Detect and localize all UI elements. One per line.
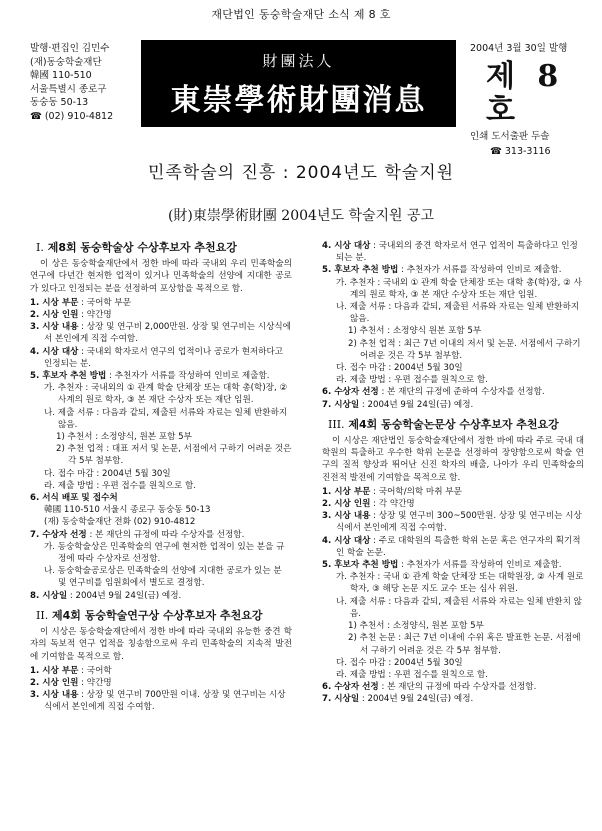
- list-item: 3. 시상 내용 : 상장 및 연구비 2,000만원. 상장 및 연구비는 시상식에서 본인에게 직접 수여함.: [30, 322, 291, 345]
- section-intro: 이 시상은 재단법인 동숭학술재단에서 정한 바에 따라 주로 국내 대학원의 특출하고 우수한 학위 논문을 선정하여 장양함으로써 학술 연구의 질적 향상과 뛰어난 신진 학자의 배출, 나아가 우리 민족학술의 진전적 발전에 기여함을 목적으로 함.: [322, 436, 584, 483]
- publisher-line: (재)동숭학술재단: [30, 56, 102, 68]
- sub-sub-item: 2) 추천 논문 : 최근 7년 이내에 수위 혹은 발표한 논문. 서점에서 구하기 어려운 것은 각 5부 첨부함.: [348, 633, 581, 656]
- sub-item: 나. 제출 서류 : 다음과 같되, 제출된 서류와 자료는 일체 반환하지 않음.: [336, 302, 580, 325]
- list-item: 7. 수상자 선정 : 본 재단의 규정에 따라 수상자를 선정함.: [30, 529, 245, 540]
- list-item: 4. 시상 대상 : 주로 대학원의 특출한 학위 논문 혹은 연구자의 획기적인 학술 논문.: [322, 535, 581, 558]
- issue-info: [470, 42, 602, 158]
- list-item: 5. 후보자 추천 방법 : 추천자가 서류를 작성하여 인비로 제출함.: [322, 560, 562, 571]
- list-item: 3. 시상 내용 : 상장 및 연구비 700만원 이내. 상장 및 연구비는 시상식에서 본인에게 직접 수여함.: [30, 690, 286, 713]
- publisher-line: 서울특별시 종로구: [30, 83, 107, 95]
- list-item: 6. 수상자 선정 : 본 재단의 규정에 따라 수상자를 선정함.: [322, 682, 537, 693]
- page-headline: 민족학술의 진흥 : 2004년도 학술지원: [147, 163, 455, 183]
- list-item: 2. 시상 인원 : 각 약간명: [322, 499, 415, 510]
- section-title: 제4회 동숭학술논문상 수상후보자 추천요강: [348, 417, 559, 431]
- sub-sub-item: 2) 추천 업적 : 최근 7년 이내의 저서 및 논문. 서점에서 구하기 어려운 것은 각 5부 첨부함.: [348, 338, 581, 361]
- section-heading: [36, 242, 292, 254]
- section-title: 제4회 동숭학술연구상 수상후보자 추천요강: [52, 608, 263, 622]
- list-item: 4. 시상 대상 : 국내외 학자로서 연구의 업적이나 공로가 현저하다고 인정되는 분.: [30, 346, 284, 369]
- sub-sub-item: 1) 추천서 : 소정양식, 원본 포함 5부: [56, 432, 192, 443]
- list-item: 5. 후보자 추천 방법 : 추천자가 서류를 작성하여 인비로 제출함.: [322, 265, 562, 276]
- page-subheadline: (財)東崇學術財團 2004년도 학술지원 공고: [167, 208, 435, 224]
- sub-sub-item: 1) 추천서 : 소정양식, 원본 포함 5부: [348, 621, 484, 632]
- publisher-line: ☎ (02) 910-4812: [30, 110, 114, 122]
- sub-sub-item: 1) 추천서 : 소정양식 원본 포함 5부: [348, 326, 482, 337]
- printer-info: 인쇄 도서출판 두솔: [470, 131, 550, 142]
- section-intro: 이 상은 동숭학술재단에서 정한 바에 따라 국내외 우리 민족학술의 연구에 다년간 현저한 업적이 있거나 민족학술의 선양에 지대한 공로가 있다고 인정되는 분을 선정하여 포상함을 목적으로 함.: [30, 259, 292, 294]
- masthead-subtitle: 財團法人: [262, 52, 335, 70]
- list-item: 1. 시상 부문 : 국어학 부문: [30, 297, 132, 308]
- address-line: (재) 동숭학술재단 전화 (02) 910-4812: [44, 517, 196, 528]
- section-heading: [328, 419, 584, 431]
- address-line: 韓國 110-510 서울시 종로구 동숭동 50-13: [44, 505, 211, 516]
- publish-date: 2004년 3월 30일 발행: [470, 43, 568, 54]
- list-item: 3. 시상 내용 : 상장 및 연구비 300~500만원. 상장 및 연구비는 시상식에서 본인에게 직접 수여함.: [322, 511, 582, 534]
- sub-item: 가. 추천자 : 국내외의 ① 관계 학술 단체장 또는 대학 총(학)장, ② 사계의 원로 학자, ③ 본 재단 수상자 또는 재단 임원.: [44, 383, 288, 406]
- masthead: [141, 40, 456, 127]
- printer-phone: ☎ 313-3116: [490, 146, 551, 157]
- list-item: 6. 서식 배포 및 접수처: [30, 493, 118, 504]
- publisher-info: [30, 42, 113, 123]
- sub-item: 나. 동숭학술공로상은 민족학술의 선양에 지대한 공로가 있는 분 및 연구비를 임원회에서 별도로 결정함.: [44, 566, 282, 589]
- section-number: III.: [328, 417, 345, 431]
- sub-item: 가. 추천자 : 국내외 ① 관계 학술 단체장 또는 대학 총(학)장, ② 사계의 원로 학자, ③ 본 재단 수상자 또는 재단 임원.: [336, 277, 582, 300]
- sub-item: 나. 제출 서류 : 다음과 같되, 제출된 서류와 자료는 일체 반환치 않음.: [336, 596, 582, 619]
- masthead-title: 東崇學術財團消息: [170, 83, 427, 118]
- section-number: II.: [36, 608, 49, 622]
- list-item: 7. 시상일 : 2004년 9월 24일(금) 예정.: [322, 694, 474, 705]
- list-item: 2. 시상 인원 : 약간명: [30, 677, 112, 688]
- list-item: 1. 시상 부문 : 국어학/의학 마취 부문: [322, 486, 462, 497]
- right-column: [322, 240, 584, 706]
- list-item: 1. 시상 부문 : 국어학: [30, 665, 112, 676]
- publisher-line: 韓國 110-510: [30, 70, 92, 81]
- list-item: 7. 시상일 : 2004년 9월 24일(금) 예정.: [322, 399, 474, 410]
- sub-item: 라. 제출 방법 : 우편 접수를 원칙으로 함.: [44, 480, 197, 491]
- section-number: I.: [36, 241, 44, 254]
- sub-item: 다. 접수 마감 : 2004년 5월 30일: [44, 468, 171, 479]
- list-item: 2. 시상 인원 : 약간명: [30, 310, 112, 321]
- section-title: 제8회 동숭학술상 수상후보자 추천요강: [47, 241, 237, 254]
- list-item: 4. 시상 대상 : 국내외의 중견 학자로서 연구 업적이 특출하다고 인정되는 분.: [322, 241, 578, 264]
- sub-item: 다. 접수 마감 : 2004년 5월 30일: [336, 363, 463, 374]
- sub-sub-item: 2) 추천 업적 : 대표 저서 및 논문, 서점에서 구하기 어려운 것은 각 5부 첨부함.: [56, 444, 292, 467]
- sub-item: 가. 동숭학술상은 민족학술의 연구에 현저한 업적이 있는 분을 규정에 따라 수상자로 선정함.: [44, 541, 285, 565]
- sub-item: 나. 제출 서류 : 다음과 같되, 제출된 서류와 자료는 일체 반환하지 않음.: [44, 407, 288, 430]
- list-item: 8. 시상일 : 2004년 9월 24일(금) 예정.: [30, 590, 182, 601]
- issue-number: 제 8 호: [486, 59, 565, 128]
- section-heading: [36, 610, 292, 622]
- newsletter-top-line: 재단법인 동숭학술재단 소식 제 8 호: [211, 8, 391, 21]
- publisher-line: 발행·편집인 김민수: [30, 43, 110, 54]
- list-item: 5. 후보자 추천 방법 : 추천자가 서류를 작성하여 인비로 제출함.: [30, 371, 270, 382]
- sub-item: 라. 제출 방법 : 우편 접수를 원칙으로 함.: [336, 375, 489, 386]
- section-intro: 이 시상은 동숭학술재단에서 정한 바에 따라 국내외 유능한 중견 학자의 독보적 연구 업적을 칭송함으로써 우리 민족학술의 지속적 발전에 기여함을 목적으로 함.: [30, 627, 292, 662]
- left-column: [30, 240, 292, 714]
- sub-item: 가. 추천자 : 국내 ① 관계 학술 단체장 또는 대학원장, ② 사계 원로 학자, ③ 해당 논문 지도 교수 또는 심사 위원.: [336, 572, 584, 595]
- list-item: 6. 수상자 선정 : 본 재단의 규정에 준하여 수상자를 선정함.: [322, 387, 545, 398]
- sub-item: 다. 접수 마감 : 2004년 5월 30일: [336, 657, 463, 668]
- publisher-line: 동숭동 50-13: [30, 97, 89, 108]
- sub-item: 라. 제출 방법 : 우편 접수를 원칙으로 함.: [336, 669, 489, 680]
